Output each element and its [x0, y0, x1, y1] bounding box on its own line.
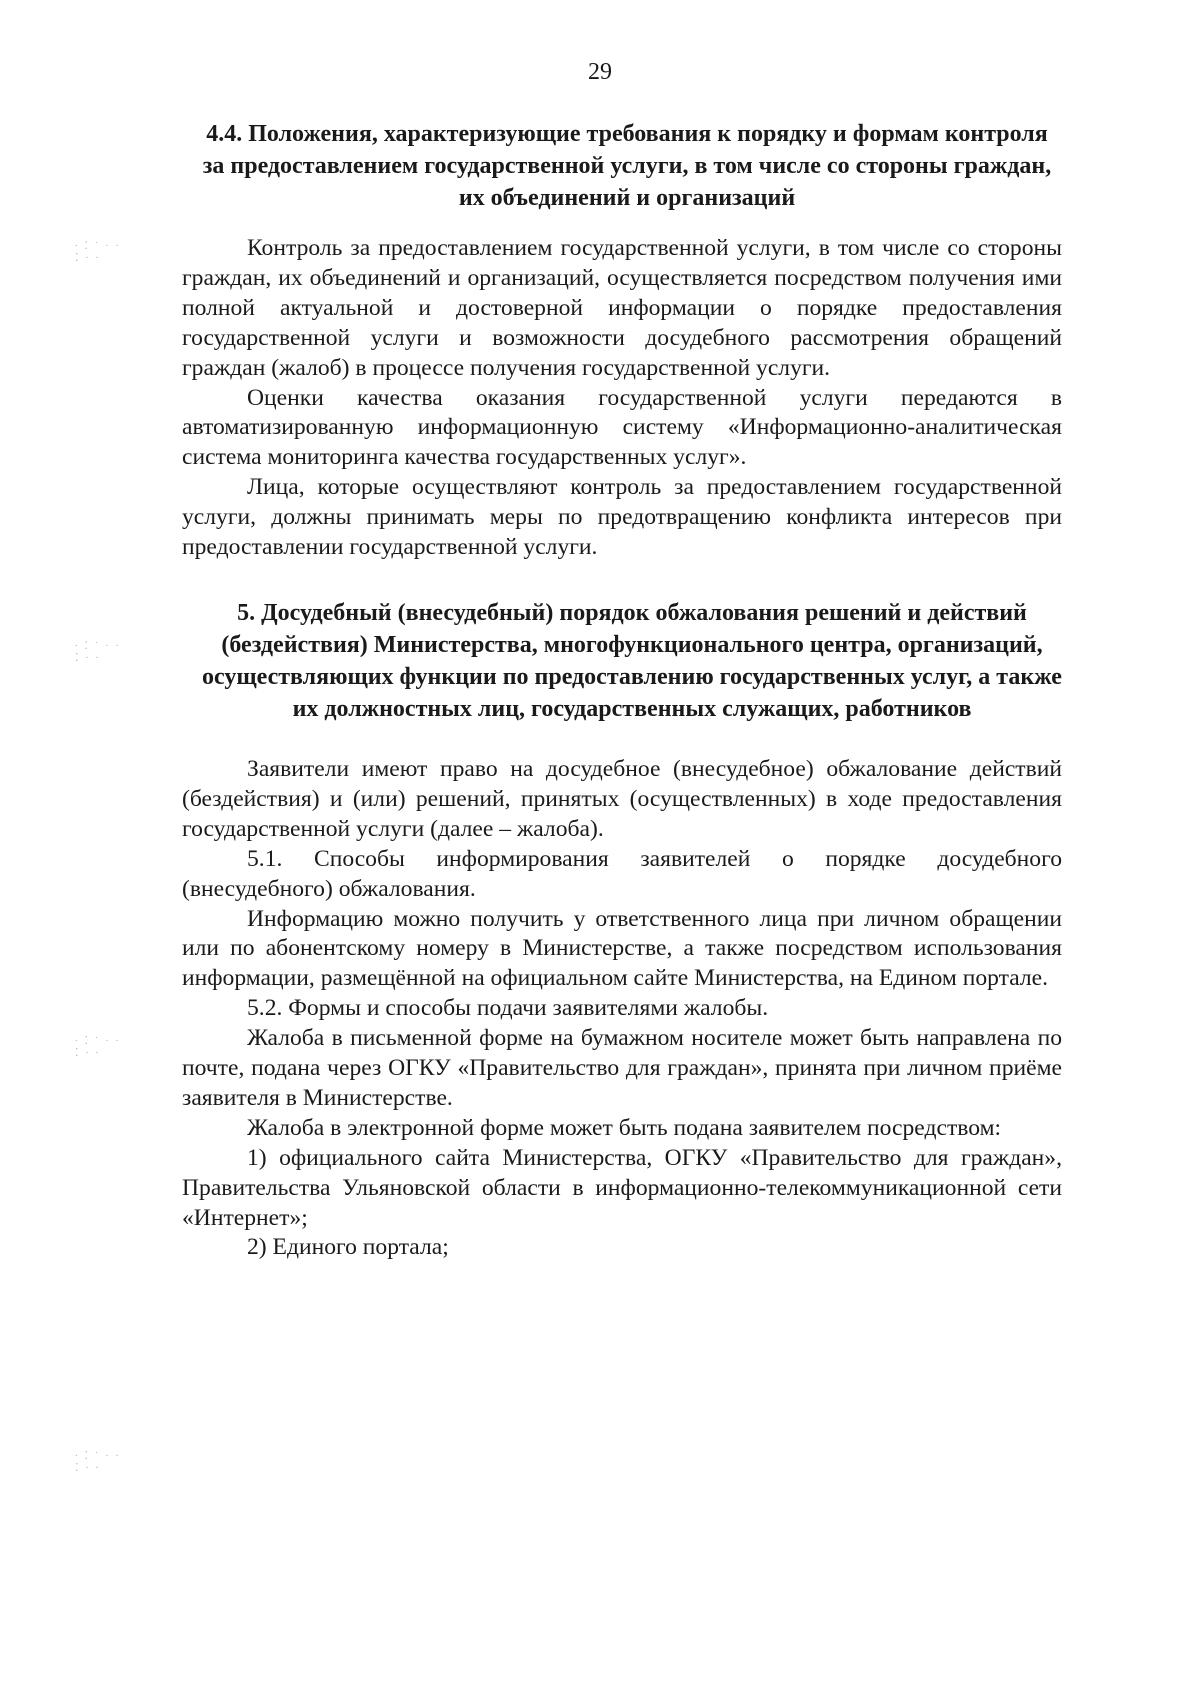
section-5-body [182, 755, 1062, 1263]
paragraph: Информацию можно получить у ответственного лица при личном обращении или по абонентскому номеру в Министерстве, а также посредством использования информации, размещённой на официальном сайте Министерства, на Едином портале. [182, 905, 1062, 992]
paragraph: Жалоба в письменной форме на бумажном носителе может быть направлена по почте, подана через ОГКУ «Правительство для граждан», принята при личном приёме заявителя в Министерстве. [182, 1025, 1062, 1111]
scan-noise: ∙ ⁚ ˙ · ∙ ⁚ · ∙ [75, 1450, 121, 1474]
document-body [182, 118, 1062, 1263]
paragraph: Лица, которые осуществляют контроль за предоставлением государственной услуги, должны принимать меры по предотвращению конфликта интересов при предоставлении государственной услуги. [182, 474, 1062, 561]
paragraph: 1) официального сайта Министерства, ОГКУ «Правительство для граждан», Правительства Ульяновской области в информационно-телекоммуникационной сети «Интернет»; [182, 1144, 1062, 1231]
scan-noise: ∙ ⁚ ˙ · ∙ ⁚ · ∙ [75, 1035, 121, 1059]
section-4-4-body [182, 234, 1062, 563]
section-heading-5: 5. Досудебный (внесудебный) порядок обжалования решений и действий (бездействия) Министерства, многофункционального центра, организаций, осуществляющих функции по предоставлению государственных услуг, а также их должностных лиц, государственных служащих, работников [202, 599, 1062, 722]
paragraph: 5.1. Способы информирования заявителей о порядке досудебного (внесудебного) обжалования. [182, 845, 1062, 902]
page-number: 29 [588, 59, 612, 85]
paragraph: Оценки качества оказания государственной услуги передаются в автоматизированную информационную систему «Информационно-аналитическая система мониторинга качества государственных услуг». [182, 384, 1062, 471]
section-heading-4-4: 4.4. Положения, характеризующие требования к порядку и формам контроля за предоставлением государственной услуги, в том числе со стороны граждан, их объединений и организаций [202, 121, 1052, 211]
paragraph: 2) Единого портала; [247, 1234, 449, 1261]
scan-noise: ∙ ⁚ ˙ · ∙ ⁚ · ∙ [75, 240, 121, 264]
paragraph: Контроль за предоставлением государственной услуги, в том числе со стороны граждан, их объединений и организаций, осуществляется посредством получения ими полной актуальной и достоверной информации о порядке предоставления государственной услуги и возможности досудебного рассмотрения обращений граждан (жалоб) в процессе получения государственной услуги. [182, 235, 1062, 381]
paragraph: Заявители имеют право на досудебное (внесудебное) обжалование действий (бездействия) и (или) решений, принятых (осуществленных) в ходе предоставления государственной услуги (далее – жалоба). [182, 755, 1062, 842]
scan-noise: ∙ ⁚ ˙ · ∙ ⁚ · ∙ [75, 640, 121, 664]
paragraph: Жалоба в электронной форме может быть подана заявителем посредством: [247, 1114, 1002, 1141]
paragraph: 5.2. Формы и способы подачи заявителями жалобы. [247, 995, 769, 1022]
